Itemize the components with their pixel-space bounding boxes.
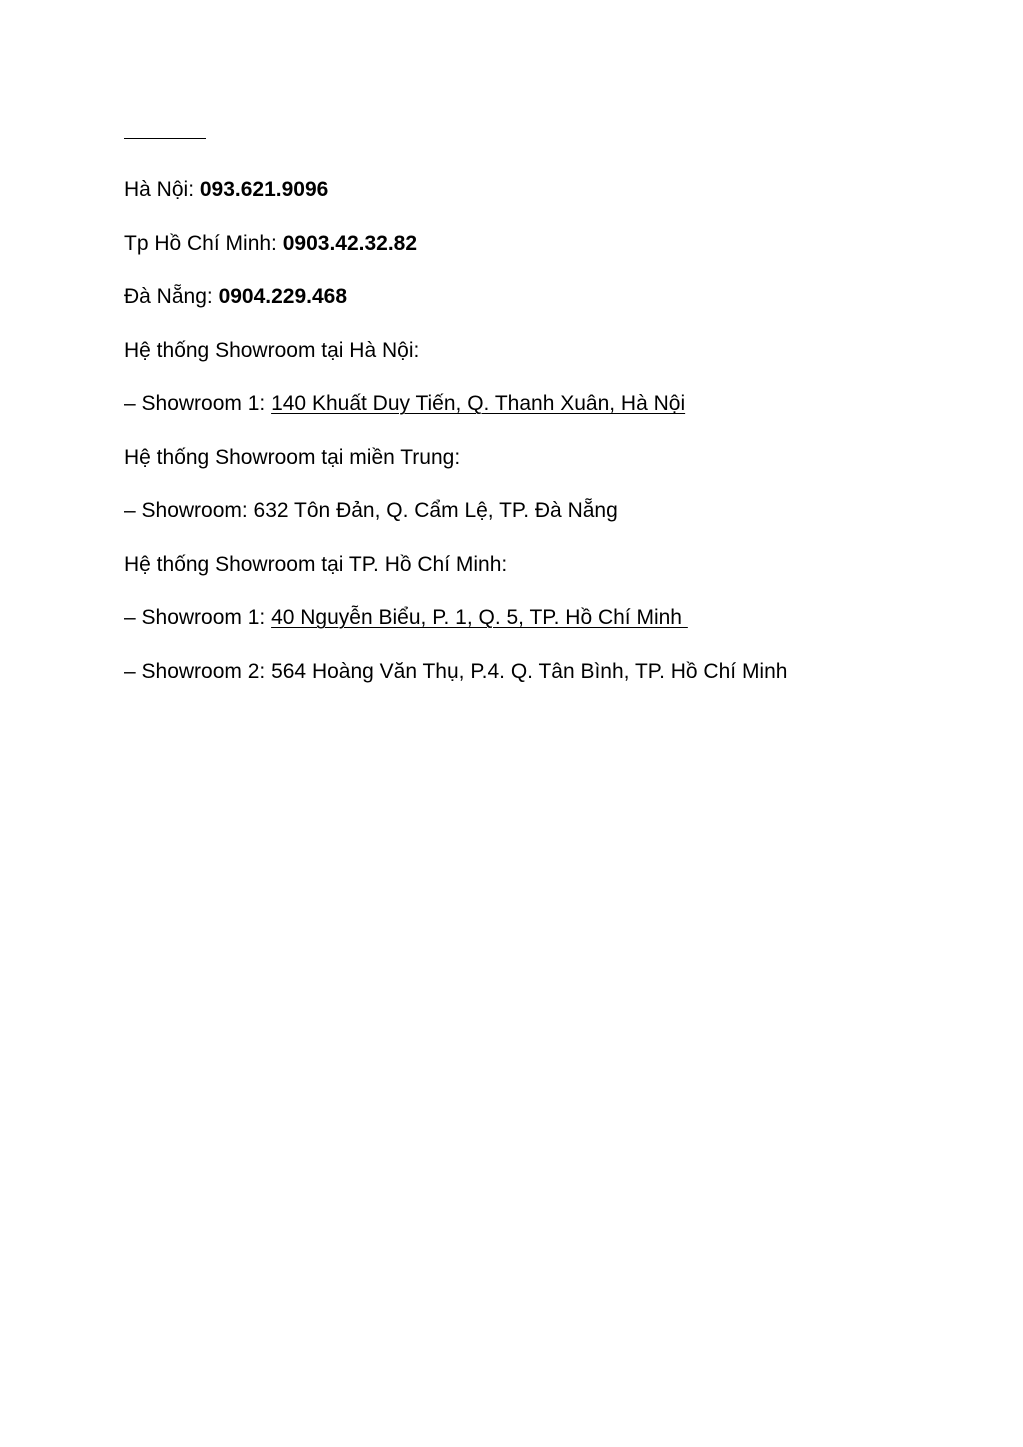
showroom-hcm-item-1-prefix: – Showroom 1: xyxy=(124,606,272,629)
contact-danang xyxy=(124,285,347,309)
contact-danang-phone: 0904.229.468 xyxy=(218,285,348,308)
contact-hanoi-phone: 093.621.9096 xyxy=(199,178,329,201)
showroom-central-item: – Showroom: 632 Tôn Đản, Q. Cẩm Lệ, TP. Đà Nẵng xyxy=(124,499,618,522)
showroom-hcm-item-2: – Showroom 2: 564 Hoàng Văn Thụ, P.4. Q. Tân Bình, TP. Hồ Chí Minh xyxy=(124,660,788,683)
showroom-hcm-address-link[interactable]: 40 Nguyễn Biểu, P. 1, Q. 5, TP. Hồ Chí Minh xyxy=(271,606,688,629)
showroom-hcm-item-1 xyxy=(124,606,688,630)
contact-hcm-phone: 0903.42.32.82 xyxy=(282,232,418,255)
showroom-hcm-heading: Hệ thống Showroom tại TP. Hồ Chí Minh: xyxy=(124,553,508,576)
contact-hanoi-label: Hà Nội: xyxy=(124,178,200,201)
contact-danang-label: Đà Nẵng: xyxy=(124,285,219,308)
showroom-hanoi-address-link[interactable]: 140 Khuất Duy Tiến, Q. Thanh Xuân, Hà Nội xyxy=(271,392,686,415)
showroom-hanoi-item-1-prefix: – Showroom 1: xyxy=(124,392,272,415)
showroom-hanoi-heading: Hệ thống Showroom tại Hà Nội: xyxy=(124,339,420,362)
showroom-hanoi-item-1 xyxy=(124,392,685,416)
separator-rule xyxy=(124,138,206,139)
contact-hanoi xyxy=(124,178,328,202)
contact-hcm xyxy=(124,232,417,256)
contact-hcm-label: Tp Hồ Chí Minh: xyxy=(124,232,283,255)
showroom-central-heading: Hệ thống Showroom tại miền Trung: xyxy=(124,446,461,469)
